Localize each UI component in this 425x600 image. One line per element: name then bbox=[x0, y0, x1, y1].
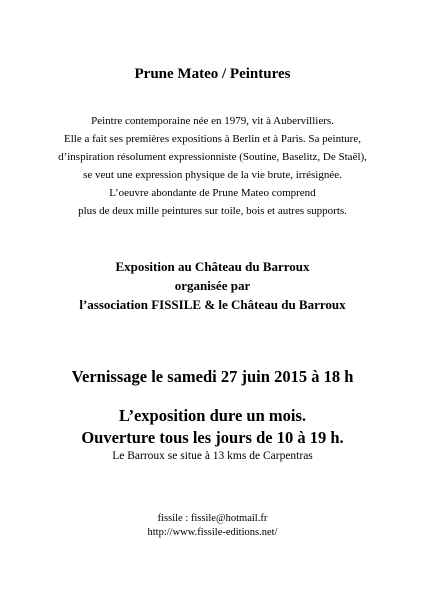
contact-website[interactable]: http://www.fissile-editions.net/ bbox=[147, 527, 278, 538]
bio-line: d’inspiration résolument expressionniste (Soutine, Baselitz, De Staël), bbox=[58, 151, 367, 163]
distance-note: Le Barroux se situe à 13 kms de Carpentras bbox=[112, 450, 313, 462]
contact-email[interactable]: fissile : fissile@hotmail.fr bbox=[157, 513, 268, 524]
page-title: Prune Mateo / Peintures bbox=[134, 66, 291, 82]
bio-line: plus de deux mille peintures sur toile, bois et autres supports. bbox=[78, 205, 347, 217]
vernissage-date: Vernissage le samedi 27 juin 2015 à 18 h bbox=[71, 367, 354, 386]
bio-line: Peintre contemporaine née en 1979, vit à Aubervilliers. bbox=[91, 115, 334, 127]
bio-line: Elle a fait ses premières expositions à Berlin et à Paris. Sa peinture, bbox=[64, 133, 361, 145]
bio-line: L’oeuvre abondante de Prune Mateo comprend bbox=[109, 187, 316, 199]
exposition-duration: L’exposition dure un mois. bbox=[118, 406, 307, 425]
exposition-organizers: l’association FISSILE & le Château du Barroux bbox=[79, 297, 346, 312]
exposition-heading: Exposition au Château du Barroux bbox=[115, 259, 310, 274]
bio-line: se veut une expression physique de la vie brute, irrésignée. bbox=[83, 169, 342, 181]
opening-hours: Ouverture tous les jours de 10 à 19 h. bbox=[81, 428, 344, 447]
exposition-organizer-label: organisée par bbox=[174, 278, 251, 293]
